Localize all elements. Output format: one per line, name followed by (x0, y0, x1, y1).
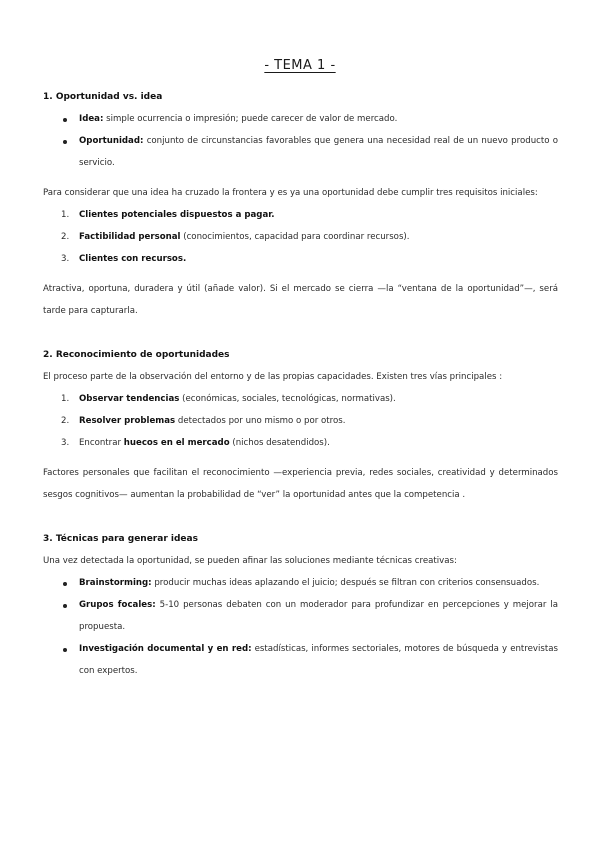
list-item: Investigación documental y en red: estadísticas, informes sectoriales, motores de búsqueda y entrevistas con expertos. (43, 638, 558, 682)
document-body (43, 86, 558, 682)
list-item: 1. Clientes potenciales dispuestos a pagar. (61, 210, 275, 220)
paragraph: El proceso parte de la observación del entorno y de las propias capacidades. Existen tres vías principales : (43, 372, 503, 382)
list-item: Oportunidad: conjunto de circunstancias favorables que genera una necesidad real de un nuevo producto o servicio. (43, 130, 558, 174)
list-item: Idea: simple ocurrencia o impresión; puede carecer de valor de mercado. (43, 108, 558, 130)
list-item: 3. Encontrar huecos en el mercado (nichos desatendidos). (61, 438, 330, 448)
section-tecnicas (43, 528, 558, 682)
paths-list (43, 388, 558, 454)
list-item: 2. Resolver problemas detectados por uno mismo o por otros. (61, 416, 346, 426)
techniques-list (43, 572, 558, 682)
definition-list (43, 108, 558, 174)
list-item: 3. Clientes con recursos. (61, 254, 187, 264)
list-item: Brainstorming: producir muchas ideas aplazando el juicio; después se filtran con criterios consensuados. (43, 572, 558, 594)
section-heading: 2. Reconocimiento de oportunidades (43, 350, 230, 360)
section-reconocimiento (43, 344, 558, 506)
section-heading: 1. Oportunidad vs. idea (43, 92, 163, 102)
paragraph: Factores personales que facilitan el reconocimiento —experiencia previa, redes sociales, creatividad y determinados sesgos cognitivos— aumentan la probabilidad de “ver” la oportunidad antes que la competencia . (43, 468, 558, 500)
list-item: 1. Observar tendencias (económicas, sociales, tecnológicas, normativas). (61, 394, 396, 404)
paragraph: Una vez detectada la oportunidad, se pueden afinar las soluciones mediante técnicas creativas: (43, 556, 457, 566)
page-title: - TEMA 1 - (264, 58, 336, 73)
section-oportunidad-vs-idea (43, 86, 558, 322)
section-heading: 3. Técnicas para generar ideas (43, 534, 198, 544)
list-item: 2. Factibilidad personal (conocimientos, capacidad para coordinar recursos). (61, 232, 410, 242)
paragraph: Para considerar que una idea ha cruzado la frontera y es ya una oportunidad debe cumplir tres requisitos iniciales: (43, 188, 538, 198)
list-item: Grupos focales: 5-10 personas debaten con un moderador para profundizar en percepciones y mejorar la propuesta. (43, 594, 558, 638)
paragraph: Atractiva, oportuna, duradera y útil (añade valor). Si el mercado se cierra —la “ventana de la oportunidad”—, será tarde para capturarla. (43, 284, 558, 316)
requirements-list (43, 204, 558, 270)
